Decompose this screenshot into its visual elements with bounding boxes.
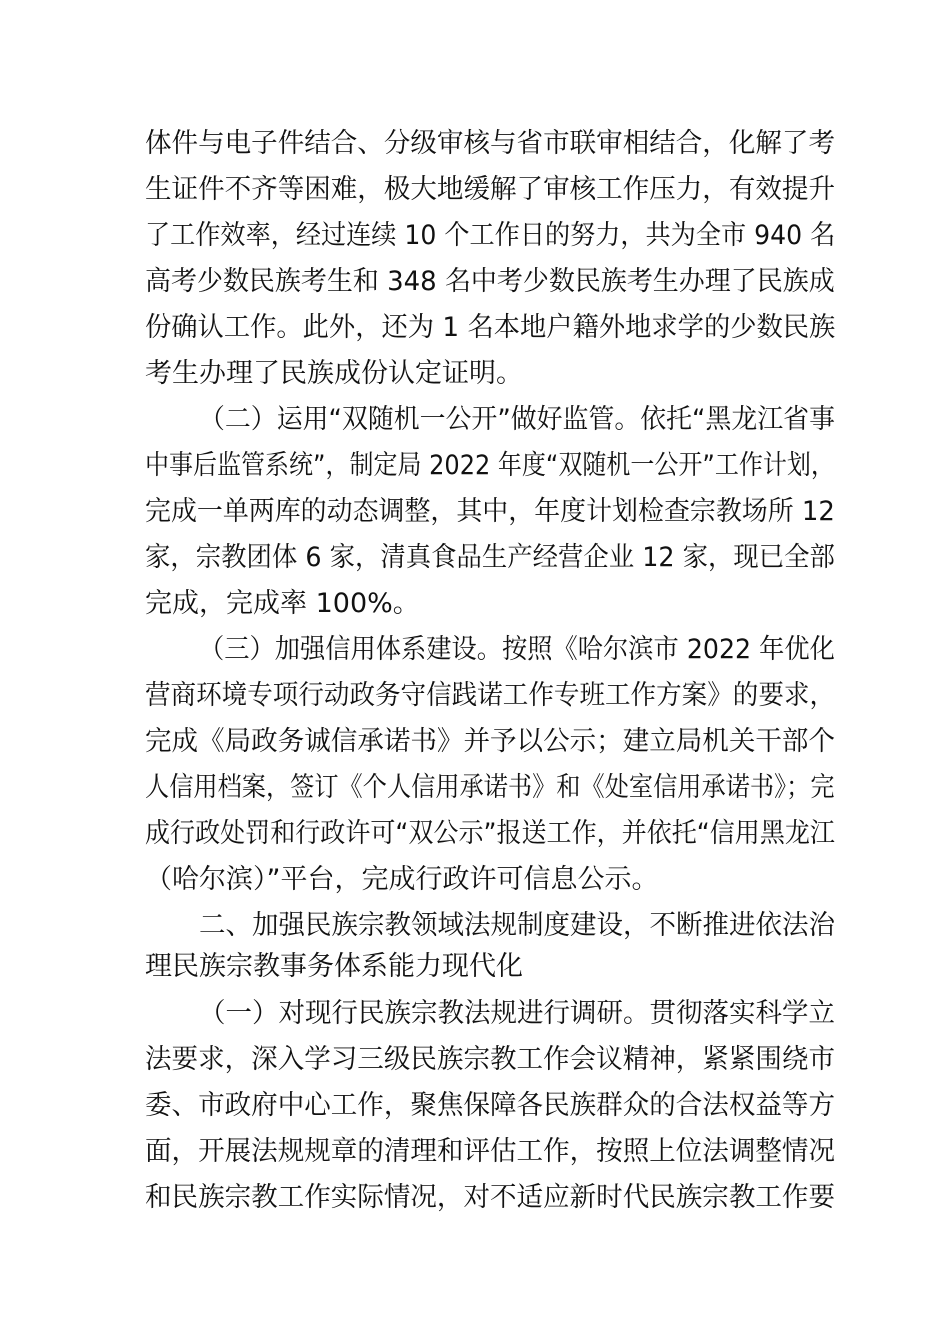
body-text-line: 完成《局政务诚信承诺书》并予以公示；建立局机关干部个 — [145, 726, 835, 757]
body-text-line: 中事后监管系统”，制定局 2022 年度“双随机一公开”工作计划， — [145, 450, 835, 481]
body-text-line: 生证件不齐等困难，极大地缓解了审核工作压力，有效提升 — [145, 174, 835, 205]
body-text-line: 高考少数民族考生和 348 名中考少数民族考生办理了民族成 — [145, 266, 835, 297]
paragraph-heading-line: （一）对现行民族宗教法规进行调研。贯彻落实科学立 — [199, 998, 836, 1029]
body-text-line: 考生办理了民族成份认定证明。 — [145, 358, 523, 389]
paragraph-heading-line: （二）运用“双随机一公开”做好监管。依托“黑龙江省事 — [199, 404, 835, 435]
body-text-line: 成行政处罚和行政许可“双公示”报送工作，并依托“信用黑龙江 — [145, 818, 835, 849]
body-text-line: （哈尔滨）”平台，完成行政许可信息公示。 — [145, 864, 659, 895]
body-text-line: 家，宗教团体 6 家，清真食品生产经营企业 12 家，现已全部 — [145, 542, 835, 573]
body-text-line: 法要求，深入学习三级民族宗教工作会议精神，紧紧围绕市 — [145, 1044, 835, 1075]
body-text-line: 面，开展法规规章的清理和评估工作，按照上位法调整情况 — [145, 1136, 835, 1167]
section-heading-line: 理民族宗教事务体系能力现代化 — [145, 951, 523, 982]
body-text-line: 委、市政府中心工作，聚焦保障各民族群众的合法权益等方 — [145, 1090, 835, 1121]
paragraph-heading-line: （三）加强信用体系建设。按照《哈尔滨市 2022 年优化 — [199, 634, 835, 665]
body-text-line: 份确认工作。此外，还为 1 名本地户籍外地求学的少数民族 — [145, 312, 836, 343]
body-text-line: 了工作效率，经过连续 10 个工作日的努力，共为全市 940 名 — [145, 220, 836, 251]
body-text-line: 完成，完成率 100%。 — [145, 588, 420, 619]
body-text-line: 营商环境专项行动政务守信践诺工作专班工作方案》的要求， — [145, 680, 835, 711]
body-text-line: 完成一单两库的动态调整，其中，年度计划检查宗教场所 12 — [145, 496, 835, 527]
section-heading-line: 二、加强民族宗教领域法规制度建设，不断推进依法治 — [199, 910, 836, 941]
body-text-line: 人信用档案，签订《个人信用承诺书》和《处室信用承诺书》；完 — [145, 772, 835, 803]
body-text-line: 体件与电子件结合、分级审核与省市联审相结合，化解了考 — [145, 128, 835, 159]
body-text-line: 和民族宗教工作实际情况，对不适应新时代民族宗教工作要 — [145, 1182, 835, 1213]
